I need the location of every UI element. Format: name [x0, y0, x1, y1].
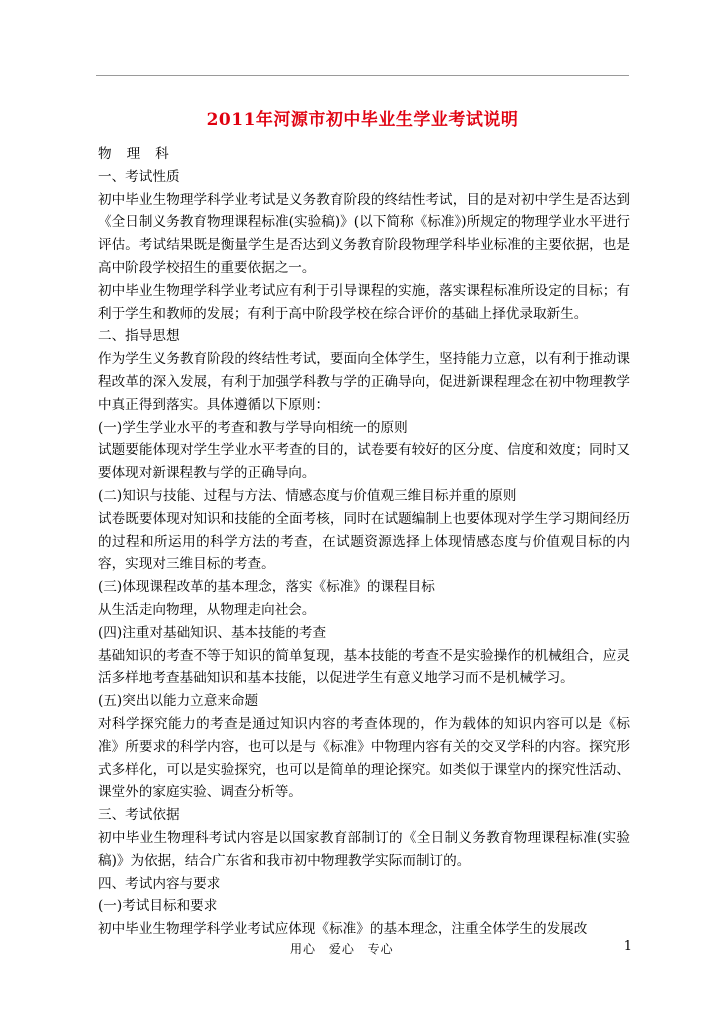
section-heading-guiding: 二、指导思想 — [98, 328, 180, 345]
principle-text-1: 试题要能体现对学生学业水平考查的目的，试卷要有较好的区分度、信度和效度；同时又要体现对新课程教与学的正确导向。 — [98, 442, 630, 482]
principle-heading-1: (一)学生学业水平的考查和教与学导向相统一的原则 — [98, 419, 408, 436]
page-number: 1 — [623, 939, 632, 954]
subsection-heading-goals: (一)考试目标和要求 — [98, 898, 218, 915]
subject-line: 物理科 — [98, 146, 184, 162]
paragraph-nature-2: 初中毕业生物理学科学业考试应有利于引导课程的实施，落实课程标准所设定的目标；有利于学生和教师的发展；有利于高中阶段学校在综合评价的基础上择优录取新生。 — [98, 282, 630, 322]
principle-heading-5: (五)突出以能力立意来命题 — [98, 693, 259, 710]
paragraph-basis: 初中毕业生物理科考试内容是以国家教育部制订的《全日制义务教育物理课程标准(实验稿)》为依据，结合广东省和我市初中物理教学实际而制订的。 — [98, 829, 630, 869]
paragraph-nature-1: 初中毕业生物理学科学业考试是义务教育阶段的终结性考试，目的是对初中学生是否达到《全日制义务教育物理课程标准(实验稿)》(以下简称《标准》)所规定的物理学业水平进行评估。考试结果既是衡量学生是否达到义务教育阶段物理学科毕业标准的主要依据，也是高中阶段学校招生的重要依据之一。 — [98, 191, 630, 276]
principle-text-4: 基础知识的考查不等于知识的简单复现，基本技能的考查不是实验操作的机械组合，应灵活多样地考查基础知识和基本技能，以促进学生有意义地学习而不是机械学习。 — [98, 647, 630, 687]
principle-heading-4: (四)注重对基础知识、基本技能的考查 — [98, 624, 327, 641]
section-heading-content: 四、考试内容与要求 — [98, 875, 221, 892]
paragraph-goals: 初中毕业生物理学科学业考试应体现《标准》的基本理念，注重全体学生的发展改 — [98, 921, 588, 938]
section-heading-nature: 一、考试性质 — [98, 168, 180, 185]
section-heading-basis: 三、考试依据 — [98, 807, 180, 824]
footer-motto: 用心 爱心 专心 — [290, 942, 394, 956]
document-title: 2011年河源市初中毕业生学业考试说明 — [206, 110, 519, 130]
principle-text-2: 试卷既要体现对知识和技能的全面考核，同时在试题编制上也要体现对学生学习期间经历的过程和所运用的科学方法的考查，在试题资源选择上体现情感态度与价值观目标的内容，实现对三维目标的考查。 — [98, 510, 630, 573]
principle-text-5: 对科学探究能力的考查是通过知识内容的考查体现的，作为载体的知识内容可以是《标准》所要求的科学内容，也可以是与《标准》中物理内容有关的交叉学科的内容。探究形式多样化，可以是实验探究，也可以是简单的理论探究。如类似于课堂内的探究性活动、课堂外的家庭实验、调查分析等。 — [98, 715, 630, 801]
document-body — [98, 143, 630, 941]
paragraph-guiding: 作为学生义务教育阶段的终结性考试，要面向全体学生，坚持能力立意，以有利于推动课程改革的深入发展，有利于加强学科教与学的正确导向，促进新课程理念在初中物理教学中真正得到落实。具体遵循以下原则： — [98, 351, 630, 413]
principle-heading-3: (三)体现课程改革的基本理念，落实《标准》的课程目标 — [98, 579, 435, 596]
principle-heading-2: (二)知识与技能、过程与方法、情感态度与价值观三维目标并重的原则 — [98, 487, 517, 504]
header-rule — [96, 75, 629, 76]
principle-text-3: 从生活走向物理，从物理走向社会。 — [98, 601, 316, 618]
